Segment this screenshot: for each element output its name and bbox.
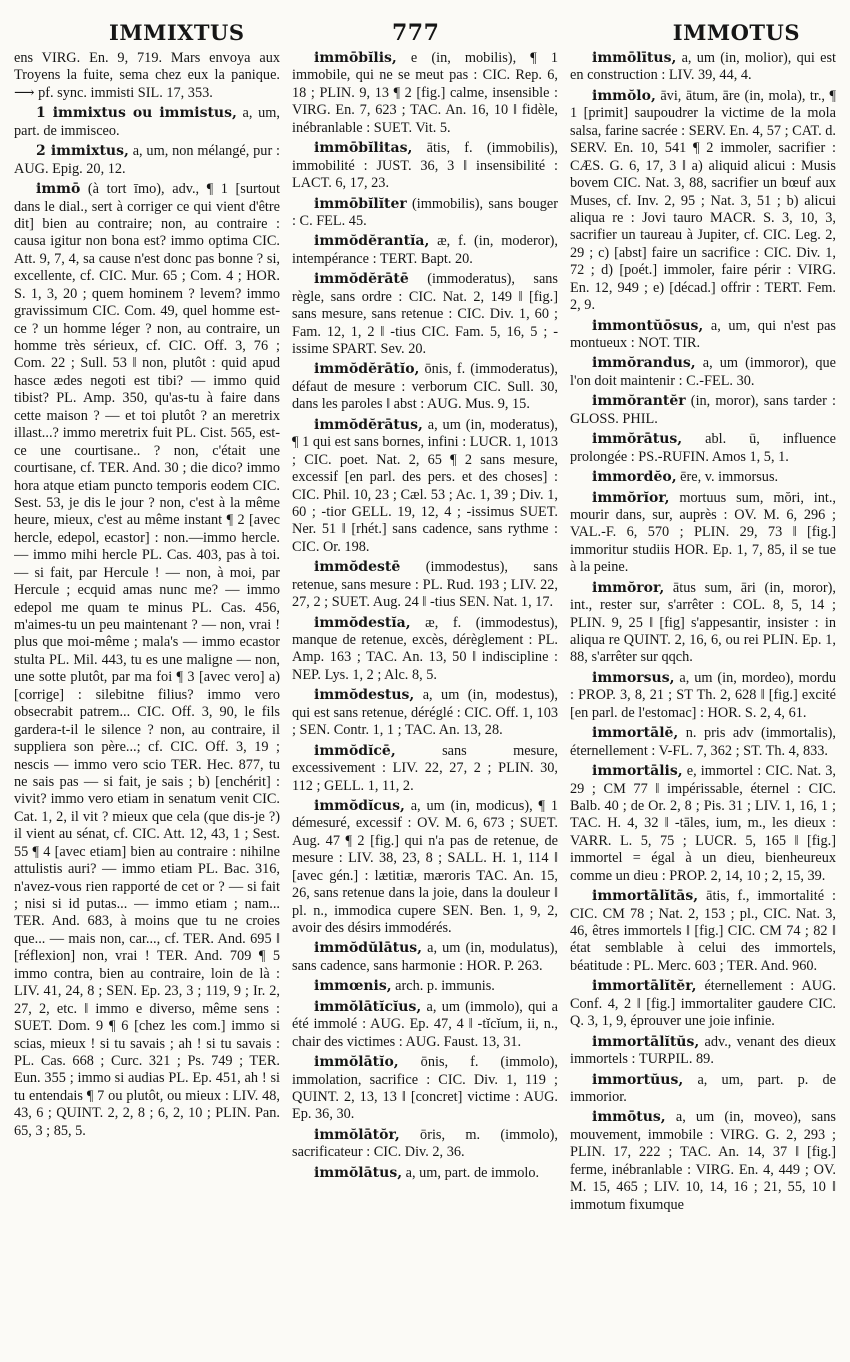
entry-definition: ātis, f., immortalité : CIC. CM 78 ; Nat. 2, 153 ; pl., CIC. Nat. 3, 46, êtres immortels ‖ [fig.] CIC. CM 74 ; 82 ‖ état semblable à celui des immortels, béatitude : PL. Merc. 603 ; TER. And. 960. [570,888,836,974]
dictionary-entry [292,361,558,413]
entry-headword: immortālĭtās, [592,888,699,905]
dictionary-entry [292,1127,558,1162]
entry-definition: n. pris adv (immortalis), éternellement : V-FL. 7, 362 ; ST. Th. 4, 833. [570,725,836,759]
dictionary-entry [14,181,280,1140]
entry-definition: arch. p. immunis. [391,978,495,995]
dictionary-entry [570,978,836,1030]
entry-definition: a, um, part. de immisceo. [14,105,280,139]
entry-headword: immōbĭlĭter [314,195,407,212]
dictionary-entry [292,1165,558,1182]
entry-headword: immŏdĭcē, [314,742,396,759]
entry-definition: (immodestus), sans retenue, sans mesure : PL. Rud. 193 ; LIV. 22, 27, 2 ; SUET. Aug. 24 ‖ -tius SEN. Nat. 1, 17. [292,559,558,611]
entry-definition: e, immortel : CIC. Nat. 3, 29 ; CM 77 ‖ impérissable, éternel : CIC. Balb. 40 ; de Or. 2, 8 ; Pis. 31 ; LIV. 1, 16, 1 ; TAC. H. 4, 32 ‖ -tāles, ium, m., les dieux : VARR. L. 5, 75 ; LUCR. 5, 165 ‖ [fig.] immortel = égal à un dieu, bienheureux comme un dieu : PROP. 2, 14, 10 ; 2, 15, 39. [570,763,836,884]
dictionary-entry [292,999,558,1051]
dictionary-entry [570,580,836,667]
entry-definition: (in, moror), sans tarder : GLOSS. PHIL. [570,393,836,427]
entry-definition: a, um (in, molior), qui est en construction : LIV. 39, 44, 4. [570,50,836,84]
dictionary-entry [570,88,836,315]
entry-definition: a, um, non mélangé, pur : AUG. Epig. 20, 12. [14,143,280,177]
dictionary-entry [292,978,558,995]
entry-headword: immō [36,181,81,198]
dictionary-entry [14,143,280,178]
entry-definition: éternellement : AUG. Conf. 4, 2 ‖ [fig.] immortaliter gaudere CIC. Q. 3, 1, 9, éprouver une joie infinie. [570,978,836,1030]
entry-headword: immōtus, [592,1109,666,1126]
entry-headword: immortālĭtĕr, [592,978,697,995]
entry-headword: immortālĕ, [592,725,679,742]
text-columns [14,50,836,1360]
entry-headword: immōlītus, [592,50,677,66]
dictionary-entry [570,1034,836,1069]
entry-headword: immœnis, [314,978,392,995]
entry-headword: immŏrātus, [592,431,683,448]
dictionary-entry [292,140,558,192]
column-3 [570,50,836,1360]
right-guide-word: IMMOTUS [672,20,800,45]
entry-definition: a, um, qui n'est pas montueux : NOT. TIR. [570,317,836,351]
entry-definition: e (in, mobilis), ¶ 1 immobile, qui ne se meut pas : CIC. Rep. 6, 18 ; PLIN. 9, 13 ¶ 2 [fig.] calme, insensible : VIRG. En. 7, 623 ; TAC. An. 16, 10 ‖ fidèle, inébranlable : SUET. Vit. 5. [292,50,558,136]
entry-definition: a, um (in, mordeo), mordu : PROP. 3, 8, 21 ; ST Th. 2, 628 ‖ [fig.] excité [en parl. de l'estomac] : HOR. S. 2, 4, 61. [570,669,836,721]
entry-headword: immŏdĕrātē [314,271,409,288]
entry-definition: a, um (in, moveo), sans mouvement, immobile : VIRG. G. 2, 293 ; PLIN. 17, 222 ; TAC. An. 14, 37 ‖ [fig.] ferme, inébranlable : VIRG. En. 4, 449 ; OV. M. 15, 465 ; LIV. 10, 14, 16 ; 21, 55, 10 ‖ immotum fixumque [570,1109,836,1213]
entry-definition: āvi, ātum, āre (in, mola), tr., ¶ 1 [primit] saupoudrer la victime de la mola salsa, farine sacrée : SERV. En. 4, 57 ; CAT. d. SERV. En. 10, 541 ¶ 2 immoler, sacrifier : CÆS. G. 6, 17, 3 ‖ a) aliquid alicui : Musis bovem CIC. Nat. 3, 88, sacrifier un bœuf aux Muses, cf. Inv. 2, 95 ; Nat. 3, 51 ; b) alicui aliqua re : Jovi tauro MACR. S. 3, 10, 3, sacrifier un taureau à Jupiter, cf. CIC. Leg. 2, 29 ; c) [abst] faire un sacrifice : CIC. Div. 1, 72 ; d) [poét.] immoler, faire périr : VIRG. En. 12, 949 ; e) [décad.] offrir : TERT. Fem. 2, 9. [570,87,836,314]
entry-definition: a, um, part. de immolo. [402,1164,540,1181]
entry-headword: immordĕo, [592,469,677,486]
dictionary-entry [292,1054,558,1124]
dictionary-entry [570,763,836,885]
entry-headword: immŏror, [592,579,665,596]
dictionary-entry [570,490,836,577]
entry-definition: abl. ū, influence prolongée : PS.-RUFIN. Amos 1, 5, 1. [570,431,836,465]
entry-definition: sans mesure, excessivement : LIV. 22, 27, 2 ; PLIN. 30, 112 ; GELL. 1, 11, 2. [292,742,558,794]
entry-headword: immŏdestus, [314,687,415,704]
left-guide-word: IMMIXTUS [109,20,245,45]
entry-definition: a, um (immoror), que l'on doit maintenir : C.-FEL. 30. [570,355,836,389]
entry-definition: ēre, v. immorsus. [676,469,779,486]
dictionary-entry [570,50,836,85]
dictionary-entry [570,670,836,722]
entry-definition: æ, f. (immodestus), manque de retenue, excès, dérèglement : PL. Amp. 163 ; TAC. An. 13, 50 ‖ indiscipline : NEP. Lys. 1, 2 ; Alc. 8, 5. [292,614,558,683]
entry-headword: immorsus, [592,669,675,686]
entry-headword: immŏdĕrātus, [314,416,423,433]
entry-definition: ens VIRG. En. 9, 719. Mars envoya aux Troyens la fuite, sema chez eux la panique. ⟶ pf. sync. immisti SIL. 17, 353. [14,50,280,101]
entry-definition: a, um (in, modulatus), sans cadence, sans harmonie : HOR. P. 263. [292,940,558,974]
column-2 [292,50,558,1360]
dictionary-entry [570,725,836,760]
entry-headword: immontŭōsus, [592,317,704,334]
dictionary-entry [14,50,280,102]
entry-definition: ōris, m. (immolo), sacrificateur : CIC. Div. 2, 36. [292,1126,558,1161]
entry-headword: immŏlātĭcĭus, [314,998,422,1015]
entry-definition: (à tort īmo), adv., ¶ 1 [surtout dans le dial., sert à corriger ce qui vient d'être dit] bien au contraire; non, au contraire : causa igitur non bona est? immo optima CIC. Att. 9, 7, 4, sa cause n'est donc pas bonne ? si, excellente, cf. CIC. Mur. 65 ; Com. 4 ; HOR. S. 1, 3, 20 ; quem hominem ? levem? immo gravissimum CIC. Com. 49, quel homme est-ce ? un homme léger ? non, au contraire, un homme très sérieux, cf. CIC. Off. 3, 76 ; Com. 22 ; Sull. 53 ‖ non, plutôt : quid apud hasce ædes negoti est tibi? — immo quid tibist? PL. Amp. 350, qu'as-tu à faire dans cette maison ? — et toi plutôt ? an meretrix illast...? immo meretrix fuit PL. Cist. 565, est-ce une courtisane.. ? non, c'était une courtisane, cf. TER. And. 30 ; die dico? immo hora atque etiam puncto temporis eodem CIC. Sest. 53, je dis le jour ? non, c'est à la même heure, mieux, c'est au même instant ¶ 2 [avec hercle, edepol, ecastor] : non.—immo hercle. — immo mihi hercle PL. Cas. 403, pas à toi. — si fait, par Hercule ! — non, à moi, par Hercule ; ecquid amas nunc me? — immo edepol me quam te minus PL. Cas. 456, m'aimes-tu un peu maintenant ? — non, vrai ! plus que moi-même ; mala's — immo ecastor stulta PL. Mil. 443, tu es une maligne — non, une sotte plutôt, par ma foi ¶ 3 [avec vero] a) [corrige] : silebitne filius? immo vero obsecrabit patrem... CIC. Off. 3, 90, le fils gardera-t-il le silence ? non, au contraire, il suppliera son père...; cf. CIC. Off. 3, 19 ; nescis — immo vero scio TER. Hec. 877, tu ne sais pas — si fait, je sais ; b) [enchérit] : vivit? immo vero etiam in senatum venit CIC. Cat. 1, 2, il vit ? mieux que cela (que dis-je ?) il vient au sénat, cf. CIC. Att. 12, 43, 1 ; Sest. 55 ¶ 4 [avec etiam] bien au contraire : nihilne attulistis auri? — immo etiam PL. Bac. 316, n'avez-vous rien rapporté de cet or ? — si fait ; nisi si id putas... — immo etiam ; nam... TER. And. 683, à moins que tu ne croies que... — mais non, car..., cf. TER. And. 695 ‖ [réflexion] non, vrai ! TER. And. 709 ¶ 5 immo contra, bien au contraire, loin de là : LIV. 41, 24, 8 ; SEN. Ep. 23, 3 ; 119, 9 ; Ir. 2, 27, 2, etc. ‖ immo e diverso, même sens : SUET. Dom. 9 ¶ 6 [chez les com.] immo si scias, mieux ! si tu savais ; ah ! si tu savais : PL. Cas. 668 ; Curc. 321 ; Ps. 749 ; TER. Eun. 355 ; immo si audias PL. Ep. 451, ah ! si tu entendais ¶ 7 ou plutôt, ou mieux : LIV. 48, 43, 6 ; QUINT. 2, 2, 8 ; 6, 2, 10 ; PLIN. Pan. 65, 3 ; 85, 5. [14,181,280,1139]
entry-headword: immŏdestē [314,559,401,576]
dictionary-entry [292,196,558,231]
entry-headword: immŏlo, [592,87,656,104]
entry-headword: immŏrantĕr [592,393,686,410]
dictionary-entry [292,50,558,137]
entry-definition: adv., venant des dieux immortels : TURPIL. 89. [570,1033,836,1068]
entry-definition: a, um (immolo), qui a été immolé : AUG. Ep. 47, 4 ‖ -tĭcĭum, ii, n., chair des victimes : AUG. Faust. 13, 31. [292,998,558,1050]
dictionary-entry [570,318,836,353]
entry-definition: ātis, f. (immobilis), immobilité : JUST. 36, 3 ‖ insensibilité : LACT. 6, 17, 23. [292,140,558,192]
page-number: 777 [392,20,440,46]
dictionary-entry [570,355,836,390]
page-header [14,10,836,50]
entry-definition: (immobilis), sans bouger : C. FEL. 45. [292,195,558,229]
entry-definition: ōnis, f. (immoderatus), défaut de mesure : verborum CIC. Sull. 30, dans les paroles ‖ abst : AUG. Mus. 9, 15. [292,361,558,413]
entry-headword: immortālĭtŭs, [592,1033,700,1050]
entry-headword: immōbĭlitas, [314,140,413,157]
entry-definition: ōnis, f. (immolo), immolation, sacrifice : CIC. Div. 1, 119 ; QUINT. 2, 13, 13 ‖ [concret] victime : AUG. Ep. 36, 30. [292,1054,558,1123]
entry-headword: immŏrĭor, [592,489,670,506]
entry-headword: immŏdĕrātĭo, [314,361,420,378]
dictionary-entry [292,743,558,795]
dictionary-entry [570,888,836,975]
entry-headword: immŏdĭcus, [314,797,405,814]
dictionary-entry [570,393,836,428]
dictionary-entry [292,233,558,268]
dictionary-entry [292,559,558,611]
entry-definition: mortuus sum, mŏri, int., mourir dans, sur, auprès : OV. M. 6, 296 ; VAL.-F. 6, 570 ; PLIN. 29, 73 ‖ [fig.] immoritur studiis HOR. Ep. 1, 7, 85, il se tue à la peine. [570,489,836,576]
dictionary-entry [292,798,558,938]
entry-definition: ātus sum, āri (in, moror), int., rester sur, s'arrêter : COL. 8, 5, 14 ; PLIN. 9, 25 ‖ [fig] s'appesantir, insister : in aliqua re QUINT. 2, 16, 6, ou rei PLIN. Ep. 1, 88, s'arrêter sur qqch. [570,579,836,666]
dictionary-entry [570,1109,836,1214]
entry-headword: immŏdŭlātus, [314,940,423,957]
dictionary-entry [570,469,836,486]
entry-definition: æ, f. (in, moderor), intempérance : TERT. Bapt. 20. [292,233,558,267]
dictionary-entry [292,940,558,975]
dictionary-entry [292,615,558,685]
entry-definition: a, um (in, moderatus), ¶ 1 qui est sans bornes, infini : LUCR. 1, 1013 ; CIC. poet. Nat. 2, 65 ¶ 2 sans mesure, excessif [en parl. des pers. et des choses] : CIC. Phil. 10, 23 ; Cæl. 53 ; Ac. 1, 39 ; Div. 1, 60 ; -tior GELL. 19, 12, 4 ; -issimus SUET. Ner. 51 ‖ [rhét.] sans cadence, sans rythme : CIC. Or. 198. [292,416,558,555]
entry-definition: a, um (in, modicus), ¶ 1 démesuré, excessif : OV. M. 6, 673 ; SUET. Aug. 47 ¶ 2 [fig.] qui n'a pas de retenue, de mesure : LIV. 38, 23, 8 ; SALL. H. 1, 114 ‖ [avec gén.] : lætitiæ, mæroris TAC. An. 15, 26, sans retenue dans la joie, dans la douleur ‖ pl. n., immodica cupere SEN. Ben. 1, 9, 2, avoir des désirs immodérés. [292,797,558,936]
entry-definition: a, um, part. p. de immorior. [570,1071,836,1105]
entry-headword: immŏdestĭa, [314,614,411,631]
column-1 [14,50,280,1360]
entry-headword: immŏlātus, [314,1164,403,1181]
entry-headword: immortŭus, [592,1071,684,1088]
dictionary-entry [292,687,558,739]
entry-definition: a, um (in, modestus), qui est sans retenue, déréglé : CIC. Off. 1, 103 ; SEN. Contr. 1, 1 ; TAC. An. 13, 28. [292,687,558,739]
entry-headword: immŏdĕrantĭa, [314,233,430,250]
entry-headword: immōbĭlis, [314,50,397,66]
entry-headword: immŏlātŏr, [314,1126,400,1143]
entry-headword: 1 immixtus ou immistus, [36,105,237,122]
dictionary-entry [14,105,280,140]
entry-definition: (immoderatus), sans règle, sans ordre : CIC. Nat. 2, 149 ‖ [fig.] sans mesure, sans retenue : CIC. Div. 1, 60 ; Fam. 12, 1, 2 ‖ -tius CIC. Fam. 5, 16, 5 ; -issime SPART. Sev. 20. [292,271,558,357]
entry-headword: immortālis, [592,763,683,780]
entry-headword: immŏlātĭo, [314,1054,399,1071]
dictionary-entry [570,1072,836,1107]
entry-headword: 2 immixtus, [36,143,129,160]
entry-headword: immŏrandus, [592,355,696,372]
dictionary-entry [292,271,558,358]
dictionary-entry [292,417,558,557]
dictionary-entry [570,431,836,466]
